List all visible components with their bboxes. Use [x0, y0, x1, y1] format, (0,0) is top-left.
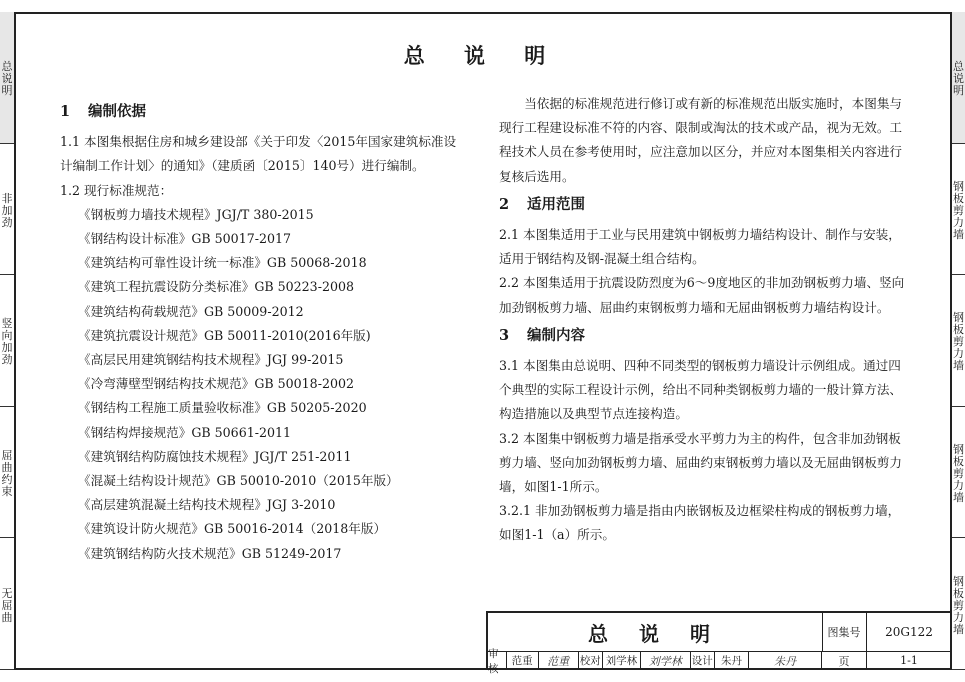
right-tab[interactable]: 钢板剪力墙 — [952, 407, 965, 539]
left-tab[interactable]: 非加劲 — [0, 144, 14, 276]
standard-item: 《钢板剪力墙技术规程》JGJ/T 380-2015 — [78, 206, 314, 222]
paragraph: 3.1 本图集由总说明、四种不同类型的钢板剪力墙设计示例组成。通过四个典型的实际工程设计示例，给出不同种类钢板剪力墙的一般计算方法、构造措施以及典型节点连接构造。 — [499, 358, 902, 422]
page-number: 1-1 — [900, 654, 918, 667]
checker-signature: 刘学林 — [641, 651, 691, 670]
page-label: 页 — [822, 651, 867, 670]
title-block — [486, 611, 952, 675]
paragraph: 1.1 本图集根据住房和城乡建设部《关于印发〈2015年国家建筑标准设计编制工作计划〉的通知》（建质函〔2015〕140号）进行编制。 — [60, 134, 457, 174]
section-title: 适用范围 — [527, 195, 585, 213]
left-tab[interactable]: 竖向加劲 — [0, 275, 14, 407]
section-title: 编制内容 — [527, 326, 585, 344]
reviewer-signature: 范重 — [539, 651, 579, 670]
paragraph: 3.2.1 非加劲钢板剪力墙是指由内嵌钢板及边框梁柱构成的钢板剪力墙，如图1-1（a）所示。 — [499, 503, 901, 543]
standard-item: 《高层民用建筑钢结构技术规程》JGJ 99-2015 — [78, 352, 344, 368]
standard-item: 《建筑设计防火规范》GB 50016-2014（2018年版） — [78, 521, 387, 537]
right-tab[interactable]: 钢板剪力墙 — [952, 275, 965, 407]
page-title: 总 说 明 — [403, 43, 562, 68]
signature-row — [488, 647, 822, 675]
standard-item: 《建筑结构可靠性设计统一标准》GB 50068-2018 — [78, 255, 367, 271]
standard-item: 《建筑结构荷载规范》GB 50009-2012 — [78, 303, 304, 319]
section-number: 3 — [499, 326, 510, 344]
designer-name: 朱丹 — [715, 651, 749, 670]
section-number: 2 — [499, 195, 510, 213]
section-heading — [60, 100, 460, 124]
standard-item: 《钢结构设计标准》GB 50017-2017 — [78, 231, 292, 247]
left-index-tabs — [0, 12, 14, 670]
standard-item: 《建筑工程抗震设防分类标准》GB 50223-2008 — [78, 279, 354, 295]
design-label: 设计 — [691, 651, 715, 670]
paragraph: 3.2 本图集中钢板剪力墙是指承受水平剪力为主的构件，包含非加劲钢板剪力墙、竖向加劲钢板剪力墙、屈曲约束钢板剪力墙以及无屈曲钢板剪力墙，如图1-1所示。 — [499, 430, 902, 495]
section-number: 1 — [60, 103, 71, 120]
left-tab[interactable]: 无屈曲 — [0, 538, 14, 670]
standard-item: 《冷弯薄壁型钢结构技术规范》GB 50018-2002 — [78, 376, 354, 392]
paragraph: 1.2 现行标准规范： — [60, 182, 173, 198]
standard-item: 《高层建筑混凝土结构技术规程》JGJ 3-2010 — [78, 497, 336, 513]
review-label: 审核 — [488, 651, 507, 670]
left-column — [60, 96, 460, 566]
check-label: 校对 — [579, 651, 603, 670]
left-tab[interactable]: 总说明 — [0, 12, 14, 144]
designer-signature: 朱丹 — [749, 651, 822, 670]
right-tab[interactable]: 总说明 — [952, 12, 965, 144]
standard-item: 《钢结构焊接规范》GB 50661-2011 — [78, 424, 292, 440]
right-tab[interactable]: 钢板剪力墙 — [952, 144, 965, 276]
title-block-name: 总 说 明 — [488, 613, 823, 652]
section-title: 编制依据 — [88, 103, 146, 120]
standard-item: 《建筑抗震设计规范》GB 50011-2010(2016年版) — [78, 327, 371, 343]
right-column — [499, 92, 911, 548]
paragraph: 2.2 本图集适用于抗震设防烈度为6～9度地区的非加劲钢板剪力墙、竖向加劲钢板剪力墙、屈曲约束钢板剪力墙和无屈曲钢板剪力墙结构设计。 — [499, 275, 905, 315]
left-tab[interactable]: 屈曲约束 — [0, 407, 14, 539]
reviewer-name: 范重 — [507, 651, 539, 670]
atlas-number: 20G122 — [866, 613, 952, 652]
standard-item: 《钢结构工程施工质量验收标准》GB 50205-2020 — [78, 400, 367, 416]
checker-name: 刘学林 — [603, 651, 641, 670]
standard-item: 《混凝土结构设计规范》GB 50010-2010（2015年版） — [78, 473, 399, 489]
paragraph: 当依据的标准规范进行修订或有新的标准规范出版实施时，本图集与现行工程建设标准不符的内容、限制或淘汰的技术或产品，视为无效。工程技术人员在参考使用时，应注意加以区分，并应对本图集相关内容进行复核后选用。 — [499, 96, 902, 184]
right-tab[interactable]: 钢板剪力墙 — [952, 538, 965, 670]
section-heading — [499, 193, 911, 217]
standard-item: 《建筑钢结构防火技术规范》GB 51249-2017 — [78, 545, 342, 561]
right-index-tabs — [952, 12, 965, 670]
standard-item: 《建筑钢结构防腐蚀技术规程》JGJ/T 251-2011 — [78, 448, 352, 464]
paragraph: 2.1 本图集适用于工业与民用建筑中钢板剪力墙结构设计、制作与安装，适用于钢结构及钢-混凝土组合结构。 — [499, 227, 901, 267]
section-heading — [499, 324, 911, 348]
atlas-label: 图集号 — [822, 613, 867, 652]
